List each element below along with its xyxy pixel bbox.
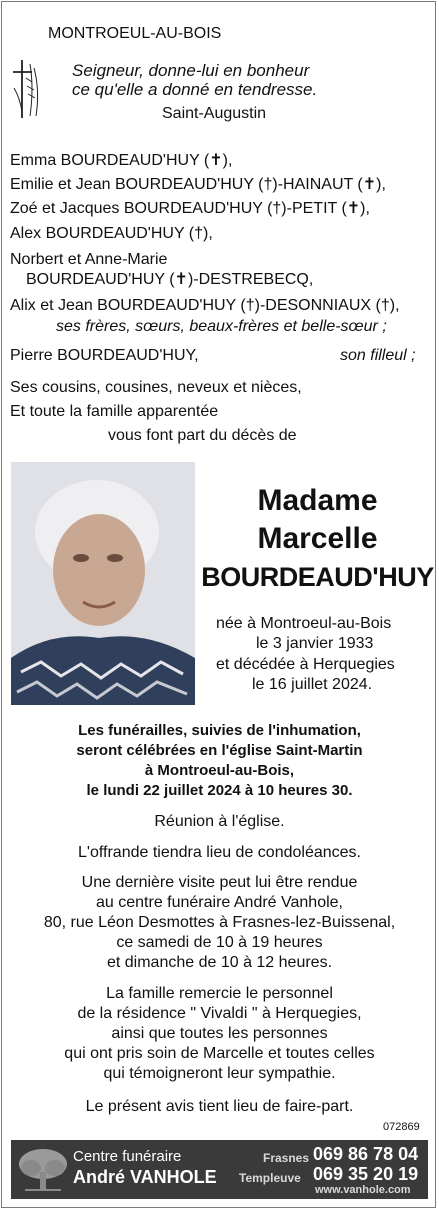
tree-logo-icon (17, 1146, 69, 1194)
offering-text: L'offrande tiendra lieu de condoléances. (78, 844, 361, 861)
visit-line-1: Une dernière visite peut lui être rendue (81, 874, 358, 891)
family-line-3: Zoé et Jacques BOURDEAUD'HUY (†)-PETIT (✝), (10, 200, 370, 217)
death-place: et décédée à Herquegies (216, 656, 395, 673)
notice-text: Le présent avis tient lieu de faire-part. (85, 1098, 354, 1115)
visit-line-4: ce samedi de 10 à 19 heures (116, 934, 323, 951)
footer-line-2: André VANHOLE (73, 1167, 217, 1187)
family-line-5: Norbert et Anne-Marie (10, 251, 168, 268)
family-line-2: Emilie et Jean BOURDEAUD'HUY (†)-HAINAUT (✝), (10, 176, 386, 193)
funeral-line-1: Les funérailles, suivies de l'inhumation, (78, 722, 361, 739)
funeral-line-4: le lundi 22 juillet 2024 à 10 heures 30. (86, 782, 353, 799)
footer-phone-2[interactable]: 069 35 20 19 (313, 1164, 419, 1184)
visit-line-3: 80, rue Léon Desmottes à Frasnes-lez-Buissenal, (43, 914, 396, 931)
relatives-line-2: Et toute la famille apparentée (10, 403, 219, 420)
footer-phone-1[interactable]: 069 86 78 04 (313, 1144, 419, 1164)
family-line-6: BOURDEAUD'HUY (✝)-DESTREBECQ, (26, 271, 314, 288)
portrait-illustration (11, 462, 195, 705)
quote-line-1: Seigneur, donne-lui en bonheur (72, 61, 310, 80)
reunion-text: Réunion à l'église. (154, 813, 285, 830)
cross-wheat-icon (10, 58, 44, 120)
visit-line-2: au centre funéraire André Vanhole, (96, 894, 343, 911)
thanks-line-3: ainsi que toutes les personnes (111, 1025, 328, 1042)
deceased-photo (11, 462, 195, 705)
godson-name: Pierre BOURDEAUD'HUY, (10, 347, 199, 364)
family-line-4: Alex BOURDEAUD'HUY (†), (10, 225, 213, 242)
deceased-first-name: Marcelle (257, 522, 378, 555)
funeral-line-2: seront célébrées en l'église Saint-Martin (76, 742, 363, 759)
family-role: ses frères, sœurs, beaux-frères et belle-sœur ; (56, 318, 387, 335)
thanks-line-1: La famille remercie le personnel (106, 985, 333, 1002)
birth-place: née à Montroeul-au-Bois (216, 615, 392, 632)
birth-date: le 3 janvier 1933 (256, 635, 374, 652)
death-date: le 16 juillet 2024. (252, 676, 373, 693)
relatives-line-3: vous font part du décès de (108, 427, 297, 444)
family-line-1: Emma BOURDEAUD'HUY (✝), (10, 152, 233, 169)
footer-line-1: Centre funéraire (73, 1148, 182, 1165)
godson-role: son filleul ; (340, 347, 416, 364)
footer-website-link[interactable]: www.vanhole.com (315, 1184, 411, 1196)
location-header: MONTROEUL-AU-BOIS (48, 25, 222, 42)
footer-city-1: Frasnes (263, 1151, 310, 1165)
funeral-home-banner (11, 1140, 428, 1199)
deceased-title: Madame (257, 484, 378, 517)
quote-author: Saint-Augustin (162, 105, 267, 122)
thanks-line-2: de la résidence " Vivaldi " à Herquegies, (77, 1005, 362, 1022)
relatives-line-1: Ses cousins, cousines, neveux et nièces, (10, 379, 302, 396)
reference-number: 072869 (383, 1121, 420, 1133)
visit-line-5: et dimanche de 10 à 12 heures. (106, 954, 333, 971)
family-line-7: Alix et Jean BOURDEAUD'HUY (†)-DESONNIAUX (†), (10, 297, 400, 314)
funeral-line-3: à Montroeul-au-Bois, (144, 762, 295, 779)
footer-city-2: Templeuve (239, 1171, 301, 1185)
quote-line-2: ce qu'elle a donné en tendresse. (72, 80, 318, 99)
thanks-line-5: qui témoigneront leur sympathie. (103, 1065, 336, 1082)
thanks-line-4: qui ont pris soin de Marcelle et toutes celles (64, 1045, 375, 1062)
deceased-last-name: BOURDEAUD'HUY (201, 562, 434, 592)
